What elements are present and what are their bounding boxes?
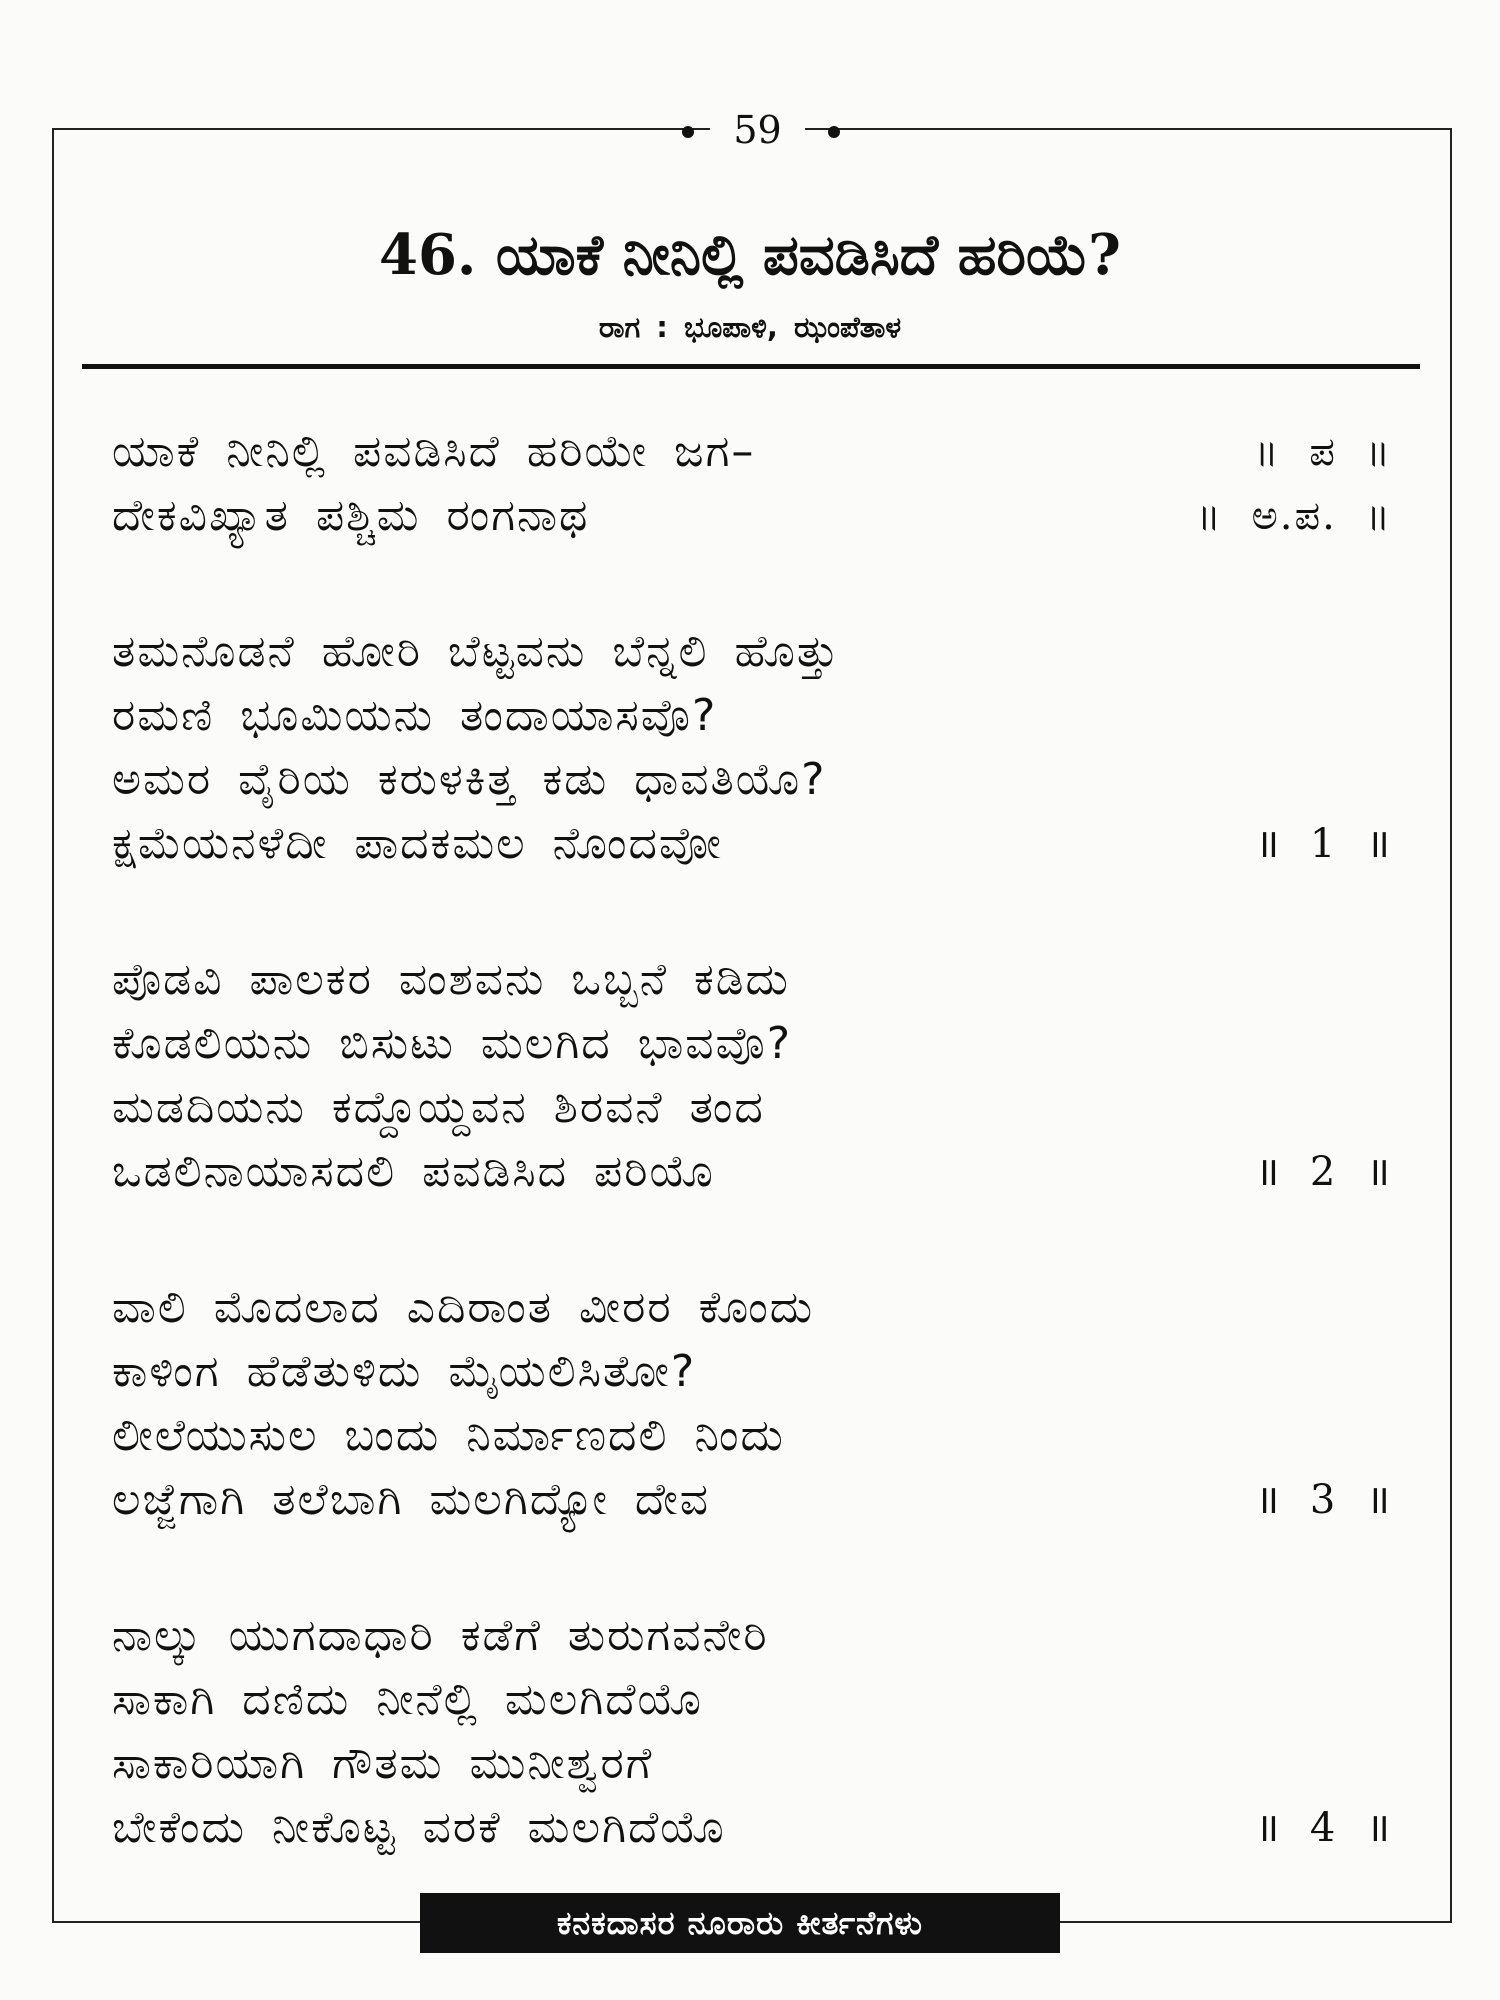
bullet-dot-right <box>828 126 840 138</box>
verse-text: ಬೇಕೆಂದು ನೀಕೊಟ್ಟ ವರಕೆ ಮಲಗಿದೆಯೊ <box>112 1802 726 1853</box>
verse-text: ಅಮರ ವೈರಿಯ ಕರುಳಕಿತ್ತ ಕಡು ಧಾವತಿಯೊ? <box>112 754 827 805</box>
verse-text: ಮಡದಿಯನು ಕದ್ದೊಯ್ದವನ ಶಿರವನೆ ತಂದ <box>112 1082 765 1133</box>
verse-line <box>112 1732 1392 1796</box>
stanza <box>112 948 1392 1204</box>
verse-line <box>112 620 1392 684</box>
stanza <box>112 620 1392 876</box>
verse-marker: ॥ ಅ.ಪ. ॥ <box>1196 493 1392 539</box>
stanza <box>112 1604 1392 1860</box>
verse-line <box>112 684 1392 748</box>
verse-line <box>112 420 1392 484</box>
verse-text: ತಮನೊಡನೆ ಹೋರಿ ಬೆಟ್ಟವನು ಬೆನ್ನಲಿ ಹೊತ್ತು <box>112 626 840 677</box>
verse-line <box>112 748 1392 812</box>
verse-text: ವಾಲಿ ಮೊದಲಾದ ಎದಿರಾಂತ ವೀರರ ಕೊಂದು <box>112 1282 815 1333</box>
verse-line <box>112 1140 1392 1204</box>
verse-text: ರಮಣಿ ಭೂಮಿಯನು ತಂದಾಯಾಸವೊ? <box>112 690 718 741</box>
verse-text: ಒಡಲಿನಾಯಾಸದಲಿ ಪವಡಿಸಿದ ಪರಿಯೊ <box>112 1146 715 1197</box>
song-title: 46. ಯಾಕೆ ನೀನಿಲ್ಲಿ ಪವಡಿಸಿದೆ ಹರಿಯೆ? <box>378 222 1121 288</box>
verse-text: ಕಾಳಿಂಗ ಹೆಡೆತುಳಿದು ಮೈಯಲಿಸಿತೋ? <box>112 1346 697 1397</box>
verse-line <box>112 1668 1392 1732</box>
verse-text: ಲೀಲೆಯುಸುಲ ಬಂದು ನಿರ್ಮಾಣದಲಿ ನಿಂದು <box>112 1410 785 1461</box>
lyrics-body <box>112 420 1392 1932</box>
verse-text: ಸಾಕಾಗಿ ದಣಿದು ನೀನೆಲ್ಲಿ ಮಲಗಿದೆಯೊ <box>112 1674 703 1725</box>
verse-text: ಲಜ್ಜೆಗಾಗಿ ತಲೆಬಾಗಿ ಮಲಗಿದ್ಯೋ ದೇವ <box>112 1474 710 1525</box>
verse-text: ಸಾಕಾರಿಯಾಗಿ ಗೌತಮ ಮುನೀಶ್ವರಗೆ <box>112 1738 654 1789</box>
verse-text: ಯಾಕೆ ನೀನಿಲ್ಲಿ ಪವಡಿಸಿದೆ ಹರಿಯೇ ಜಗ– <box>112 426 756 477</box>
stanza <box>112 1276 1392 1532</box>
page-number-row <box>0 106 1500 154</box>
verse-marker: ॥ 1 ॥ <box>1255 821 1392 867</box>
raga-tala-subtitle: ರಾಗ : ಭೂಪಾಳಿ, ಝಂಪೆತಾಳ <box>598 310 902 344</box>
verse-marker: ॥ ಪ ॥ <box>1254 429 1392 475</box>
verse-line <box>112 1404 1392 1468</box>
verse-marker: ॥ 3 ॥ <box>1255 1477 1392 1523</box>
verse-line <box>112 484 1392 548</box>
bullet-dot-left <box>682 126 694 138</box>
verse-line <box>112 812 1392 876</box>
verse-marker: ॥ 4 ॥ <box>1255 1805 1392 1851</box>
verse-line <box>112 1468 1392 1532</box>
verse-text: ದೇಕವಿಖ್ಯಾತ ಪಶ್ಚಿಮ ರಂಗನಾಥ <box>112 490 590 541</box>
verse-text: ಕ್ಷಮೆಯನಳೆದೀ ಪಾದಕಮಲ ನೊಂದವೋ <box>112 818 723 869</box>
verse-line <box>112 1012 1392 1076</box>
verse-text: ಪೊಡವಿ ಪಾಲಕರ ವಂಶವನು ಒಬ್ಬನೆ ಕಡಿದು <box>112 954 790 1005</box>
verse-line <box>112 948 1392 1012</box>
verse-line <box>112 1796 1392 1860</box>
page-number: 59 <box>710 106 805 154</box>
book-title-footer: ಕನಕದಾಸರ ನೂರಾರು ಕೀರ್ತನೆಗಳು <box>420 1893 1060 1953</box>
verse-line <box>112 1276 1392 1340</box>
stanza <box>112 420 1392 548</box>
verse-text: ನಾಲ್ಕು ಯುಗದಾಧಾರಿ ಕಡೆಗೆ ತುರುಗವನೇರಿ <box>112 1610 769 1661</box>
verse-line <box>112 1340 1392 1404</box>
verse-marker: ॥ 2 ॥ <box>1255 1149 1392 1195</box>
verse-text: ಕೊಡಲಿಯನು ಬಿಸುಟು ಮಲಗಿದ ಭಾವವೊ? <box>112 1018 793 1069</box>
title-rule <box>82 364 1420 369</box>
verse-line <box>112 1604 1392 1668</box>
verse-line <box>112 1076 1392 1140</box>
